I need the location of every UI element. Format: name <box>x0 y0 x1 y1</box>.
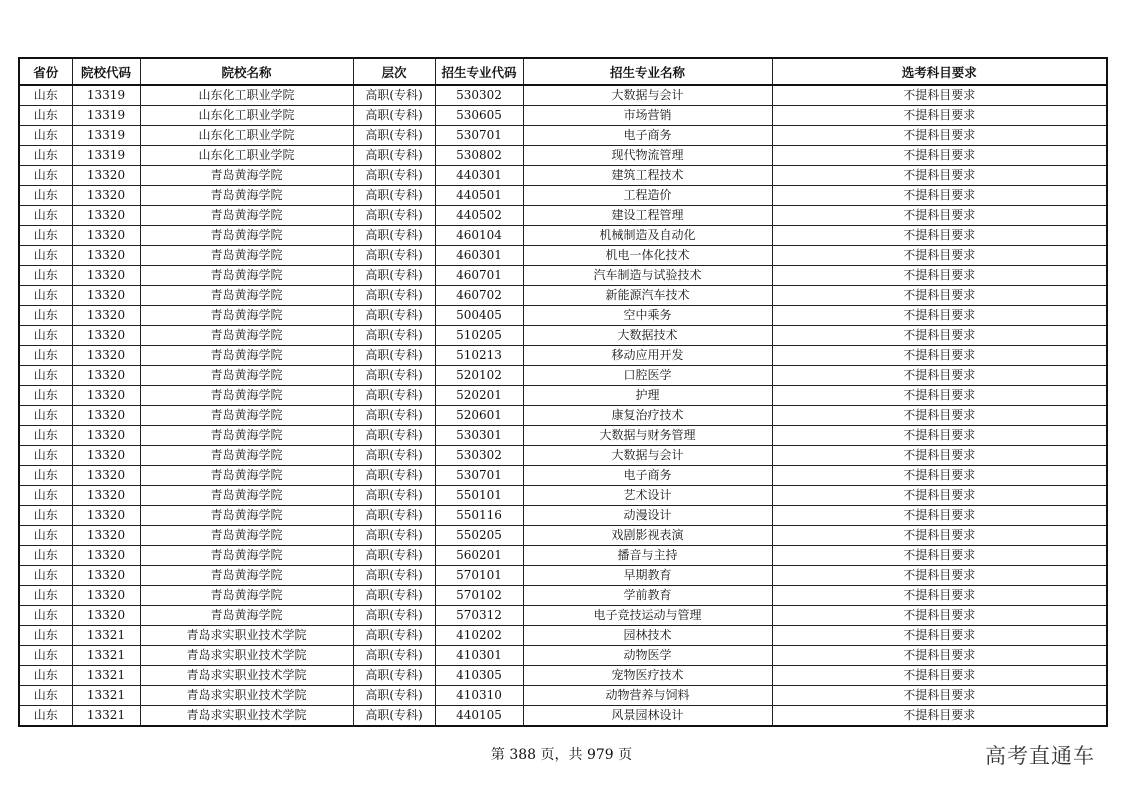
cell-major-name: 建筑工程技术 <box>523 166 772 186</box>
cell-major-name: 康复治疗技术 <box>523 406 772 426</box>
cell-major-code: 570102 <box>435 586 523 606</box>
cell-subject-requirement: 不提科目要求 <box>772 426 1107 446</box>
cell-province: 山东 <box>19 406 72 426</box>
cell-school-name: 青岛黄海学院 <box>140 266 353 286</box>
cell-major-code: 510205 <box>435 326 523 346</box>
cell-major-name: 工程造价 <box>523 186 772 206</box>
cell-level: 高职(专科) <box>353 486 435 506</box>
table-row <box>19 666 1107 686</box>
cell-school-name: 青岛黄海学院 <box>140 566 353 586</box>
cell-major-name: 戏剧影视表演 <box>523 526 772 546</box>
cell-school-name: 青岛求实职业技术学院 <box>140 646 353 666</box>
cell-school-name: 青岛黄海学院 <box>140 206 353 226</box>
cell-school-code: 13320 <box>72 386 140 406</box>
cell-school-code: 13320 <box>72 326 140 346</box>
header-level: 层次 <box>353 58 435 85</box>
cell-level: 高职(专科) <box>353 666 435 686</box>
cell-level: 高职(专科) <box>353 386 435 406</box>
table-row <box>19 646 1107 666</box>
table-row <box>19 226 1107 246</box>
cell-school-name: 青岛黄海学院 <box>140 506 353 526</box>
cell-subject-requirement: 不提科目要求 <box>772 546 1107 566</box>
cell-school-name: 青岛黄海学院 <box>140 386 353 406</box>
cell-major-code: 460702 <box>435 286 523 306</box>
cell-subject-requirement: 不提科目要求 <box>772 606 1107 626</box>
table-row <box>19 146 1107 166</box>
cell-major-code: 510213 <box>435 346 523 366</box>
cell-level: 高职(专科) <box>353 126 435 146</box>
cell-province: 山东 <box>19 286 72 306</box>
cell-level: 高职(专科) <box>353 85 435 106</box>
header-school-code: 院校代码 <box>72 58 140 85</box>
cell-school-code: 13320 <box>72 566 140 586</box>
table-body <box>19 85 1107 726</box>
cell-subject-requirement: 不提科目要求 <box>772 646 1107 666</box>
cell-province: 山东 <box>19 686 72 706</box>
cell-school-code: 13320 <box>72 546 140 566</box>
table-row <box>19 106 1107 126</box>
cell-major-code: 520102 <box>435 366 523 386</box>
cell-major-name: 新能源汽车技术 <box>523 286 772 306</box>
table-row <box>19 506 1107 526</box>
cell-major-code: 550116 <box>435 506 523 526</box>
cell-school-name: 青岛黄海学院 <box>140 426 353 446</box>
cell-school-name: 山东化工职业学院 <box>140 126 353 146</box>
cell-province: 山东 <box>19 246 72 266</box>
cell-province: 山东 <box>19 166 72 186</box>
cell-school-name: 青岛黄海学院 <box>140 486 353 506</box>
cell-major-code: 410301 <box>435 646 523 666</box>
cell-subject-requirement: 不提科目要求 <box>772 85 1107 106</box>
cell-school-code: 13320 <box>72 606 140 626</box>
cell-subject-requirement: 不提科目要求 <box>772 306 1107 326</box>
table-row <box>19 586 1107 606</box>
cell-school-name: 山东化工职业学院 <box>140 106 353 126</box>
table-row <box>19 166 1107 186</box>
cell-major-name: 汽车制造与试验技术 <box>523 266 772 286</box>
cell-subject-requirement: 不提科目要求 <box>772 126 1107 146</box>
cell-school-name: 青岛黄海学院 <box>140 606 353 626</box>
cell-school-code: 13320 <box>72 406 140 426</box>
cell-major-name: 动物医学 <box>523 646 772 666</box>
table-row <box>19 566 1107 586</box>
table-row <box>19 426 1107 446</box>
table-row <box>19 446 1107 466</box>
cell-school-name: 青岛黄海学院 <box>140 406 353 426</box>
cell-province: 山东 <box>19 506 72 526</box>
cell-school-name: 青岛黄海学院 <box>140 286 353 306</box>
cell-subject-requirement: 不提科目要求 <box>772 146 1107 166</box>
cell-level: 高职(专科) <box>353 246 435 266</box>
cell-province: 山东 <box>19 346 72 366</box>
cell-level: 高职(专科) <box>353 566 435 586</box>
cell-major-name: 宠物医疗技术 <box>523 666 772 686</box>
cell-school-code: 13319 <box>72 146 140 166</box>
table-row <box>19 686 1107 706</box>
cell-major-code: 520201 <box>435 386 523 406</box>
cell-school-code: 13321 <box>72 706 140 727</box>
cell-major-name: 电子商务 <box>523 126 772 146</box>
cell-school-code: 13321 <box>72 646 140 666</box>
cell-level: 高职(专科) <box>353 286 435 306</box>
cell-major-code: 530701 <box>435 466 523 486</box>
cell-major-code: 530301 <box>435 426 523 446</box>
cell-major-name: 电子竞技运动与管理 <box>523 606 772 626</box>
cell-level: 高职(专科) <box>353 686 435 706</box>
cell-major-name: 建设工程管理 <box>523 206 772 226</box>
cell-subject-requirement: 不提科目要求 <box>772 626 1107 646</box>
cell-subject-requirement: 不提科目要求 <box>772 286 1107 306</box>
header-major-code: 招生专业代码 <box>435 58 523 85</box>
cell-subject-requirement: 不提科目要求 <box>772 466 1107 486</box>
cell-subject-requirement: 不提科目要求 <box>772 386 1107 406</box>
cell-province: 山东 <box>19 206 72 226</box>
cell-school-code: 13320 <box>72 506 140 526</box>
cell-major-code: 440301 <box>435 166 523 186</box>
cell-school-code: 13320 <box>72 586 140 606</box>
cell-level: 高职(专科) <box>353 426 435 446</box>
cell-province: 山东 <box>19 526 72 546</box>
header-province: 省份 <box>19 58 72 85</box>
cell-school-name: 青岛黄海学院 <box>140 306 353 326</box>
cell-major-name: 风景园林设计 <box>523 706 772 727</box>
cell-level: 高职(专科) <box>353 706 435 727</box>
page-number: 第 388 页，共 979 页 <box>490 747 633 763</box>
cell-major-name: 园林技术 <box>523 626 772 646</box>
cell-major-name: 市场营销 <box>523 106 772 126</box>
cell-school-code: 13321 <box>72 666 140 686</box>
watermark: 高考直通车 <box>985 744 1095 768</box>
cell-level: 高职(专科) <box>353 346 435 366</box>
cell-major-code: 530802 <box>435 146 523 166</box>
cell-level: 高职(专科) <box>353 266 435 286</box>
table-row <box>19 606 1107 626</box>
cell-major-name: 艺术设计 <box>523 486 772 506</box>
cell-major-code: 410202 <box>435 626 523 646</box>
cell-level: 高职(专科) <box>353 326 435 346</box>
cell-school-name: 青岛黄海学院 <box>140 246 353 266</box>
cell-subject-requirement: 不提科目要求 <box>772 246 1107 266</box>
cell-subject-requirement: 不提科目要求 <box>772 566 1107 586</box>
cell-school-name: 青岛黄海学院 <box>140 446 353 466</box>
table-row <box>19 326 1107 346</box>
cell-province: 山东 <box>19 546 72 566</box>
table-row <box>19 626 1107 646</box>
cell-school-code: 13320 <box>72 246 140 266</box>
cell-major-name: 护理 <box>523 386 772 406</box>
table-row <box>19 546 1107 566</box>
cell-major-name: 口腔医学 <box>523 366 772 386</box>
cell-subject-requirement: 不提科目要求 <box>772 526 1107 546</box>
cell-subject-requirement: 不提科目要求 <box>772 666 1107 686</box>
cell-province: 山东 <box>19 126 72 146</box>
cell-level: 高职(专科) <box>353 546 435 566</box>
cell-school-code: 13319 <box>72 106 140 126</box>
cell-school-name: 青岛求实职业技术学院 <box>140 706 353 727</box>
cell-school-code: 13321 <box>72 686 140 706</box>
cell-major-name: 机电一体化技术 <box>523 246 772 266</box>
table-row <box>19 85 1107 106</box>
cell-school-code: 13320 <box>72 426 140 446</box>
table-row <box>19 346 1107 366</box>
cell-school-name: 青岛黄海学院 <box>140 366 353 386</box>
cell-school-name: 青岛黄海学院 <box>140 466 353 486</box>
cell-school-code: 13320 <box>72 166 140 186</box>
cell-major-code: 410305 <box>435 666 523 686</box>
cell-major-name: 早期教育 <box>523 566 772 586</box>
cell-subject-requirement: 不提科目要求 <box>772 506 1107 526</box>
cell-school-name: 青岛黄海学院 <box>140 586 353 606</box>
cell-school-name: 青岛黄海学院 <box>140 186 353 206</box>
cell-school-name: 山东化工职业学院 <box>140 85 353 106</box>
cell-school-code: 13319 <box>72 85 140 106</box>
cell-school-name: 青岛黄海学院 <box>140 166 353 186</box>
cell-school-name: 山东化工职业学院 <box>140 146 353 166</box>
cell-subject-requirement: 不提科目要求 <box>772 346 1107 366</box>
cell-school-code: 13320 <box>72 206 140 226</box>
cell-province: 山东 <box>19 366 72 386</box>
table-row <box>19 526 1107 546</box>
cell-subject-requirement: 不提科目要求 <box>772 686 1107 706</box>
cell-school-name: 青岛黄海学院 <box>140 526 353 546</box>
cell-major-code: 530605 <box>435 106 523 126</box>
cell-school-code: 13320 <box>72 186 140 206</box>
cell-province: 山东 <box>19 386 72 406</box>
table-row <box>19 126 1107 146</box>
header-subject-requirement: 选考科目要求 <box>772 58 1107 85</box>
cell-major-code: 410310 <box>435 686 523 706</box>
cell-subject-requirement: 不提科目要求 <box>772 586 1107 606</box>
table-row <box>19 266 1107 286</box>
cell-major-name: 电子商务 <box>523 466 772 486</box>
cell-province: 山东 <box>19 85 72 106</box>
cell-major-code: 460701 <box>435 266 523 286</box>
cell-level: 高职(专科) <box>353 226 435 246</box>
cell-subject-requirement: 不提科目要求 <box>772 486 1107 506</box>
cell-level: 高职(专科) <box>353 506 435 526</box>
cell-school-name: 青岛黄海学院 <box>140 546 353 566</box>
table-row <box>19 486 1107 506</box>
cell-level: 高职(专科) <box>353 646 435 666</box>
cell-level: 高职(专科) <box>353 166 435 186</box>
cell-level: 高职(专科) <box>353 146 435 166</box>
cell-major-code: 520601 <box>435 406 523 426</box>
cell-province: 山东 <box>19 106 72 126</box>
cell-province: 山东 <box>19 606 72 626</box>
cell-province: 山东 <box>19 646 72 666</box>
table-row <box>19 186 1107 206</box>
cell-major-code: 530701 <box>435 126 523 146</box>
cell-major-code: 460104 <box>435 226 523 246</box>
cell-province: 山东 <box>19 426 72 446</box>
table-row <box>19 286 1107 306</box>
cell-school-code: 13321 <box>72 626 140 646</box>
cell-school-name: 青岛求实职业技术学院 <box>140 626 353 646</box>
cell-major-name: 学前教育 <box>523 586 772 606</box>
cell-subject-requirement: 不提科目要求 <box>772 106 1107 126</box>
cell-level: 高职(专科) <box>353 606 435 626</box>
cell-school-code: 13320 <box>72 306 140 326</box>
cell-subject-requirement: 不提科目要求 <box>772 366 1107 386</box>
cell-province: 山东 <box>19 226 72 246</box>
cell-province: 山东 <box>19 486 72 506</box>
cell-province: 山东 <box>19 666 72 686</box>
cell-level: 高职(专科) <box>353 406 435 426</box>
cell-major-name: 移动应用开发 <box>523 346 772 366</box>
cell-province: 山东 <box>19 626 72 646</box>
cell-school-code: 13320 <box>72 446 140 466</box>
cell-school-name: 青岛黄海学院 <box>140 346 353 366</box>
cell-major-code: 530302 <box>435 446 523 466</box>
cell-major-name: 空中乘务 <box>523 306 772 326</box>
cell-major-name: 现代物流管理 <box>523 146 772 166</box>
cell-level: 高职(专科) <box>353 526 435 546</box>
cell-major-name: 机械制造及自动化 <box>523 226 772 246</box>
cell-major-code: 440502 <box>435 206 523 226</box>
cell-province: 山东 <box>19 146 72 166</box>
cell-school-code: 13320 <box>72 266 140 286</box>
cell-level: 高职(专科) <box>353 206 435 226</box>
cell-school-name: 青岛黄海学院 <box>140 226 353 246</box>
cell-major-name: 大数据与财务管理 <box>523 426 772 446</box>
cell-major-code: 550101 <box>435 486 523 506</box>
cell-province: 山东 <box>19 446 72 466</box>
cell-major-code: 570101 <box>435 566 523 586</box>
cell-level: 高职(专科) <box>353 106 435 126</box>
cell-major-code: 550205 <box>435 526 523 546</box>
table-row <box>19 306 1107 326</box>
cell-major-name: 动物营养与饲料 <box>523 686 772 706</box>
cell-major-name: 播音与主持 <box>523 546 772 566</box>
cell-school-code: 13320 <box>72 366 140 386</box>
cell-level: 高职(专科) <box>353 586 435 606</box>
cell-subject-requirement: 不提科目要求 <box>772 266 1107 286</box>
table-row <box>19 466 1107 486</box>
table-row <box>19 706 1107 727</box>
table-row <box>19 206 1107 226</box>
cell-province: 山东 <box>19 466 72 486</box>
cell-major-code: 440501 <box>435 186 523 206</box>
cell-subject-requirement: 不提科目要求 <box>772 186 1107 206</box>
cell-school-code: 13320 <box>72 526 140 546</box>
table-row <box>19 246 1107 266</box>
cell-province: 山东 <box>19 306 72 326</box>
header-major-name: 招生专业名称 <box>523 58 772 85</box>
cell-major-code: 560201 <box>435 546 523 566</box>
cell-school-code: 13320 <box>72 286 140 306</box>
cell-level: 高职(专科) <box>353 306 435 326</box>
table-row <box>19 386 1107 406</box>
cell-major-code: 570312 <box>435 606 523 626</box>
cell-subject-requirement: 不提科目要求 <box>772 326 1107 346</box>
cell-subject-requirement: 不提科目要求 <box>772 406 1107 426</box>
table-header-row <box>19 58 1107 85</box>
cell-major-code: 500405 <box>435 306 523 326</box>
cell-school-code: 13319 <box>72 126 140 146</box>
table-row <box>19 366 1107 386</box>
cell-major-name: 大数据技术 <box>523 326 772 346</box>
cell-school-code: 13320 <box>72 486 140 506</box>
cell-school-code: 13320 <box>72 466 140 486</box>
cell-province: 山东 <box>19 706 72 727</box>
table-row <box>19 406 1107 426</box>
header-school-name: 院校名称 <box>140 58 353 85</box>
cell-subject-requirement: 不提科目要求 <box>772 446 1107 466</box>
cell-major-code: 530302 <box>435 85 523 106</box>
cell-province: 山东 <box>19 186 72 206</box>
cell-major-name: 大数据与会计 <box>523 85 772 106</box>
cell-level: 高职(专科) <box>353 466 435 486</box>
cell-subject-requirement: 不提科目要求 <box>772 166 1107 186</box>
admission-table <box>18 57 1108 727</box>
cell-major-code: 460301 <box>435 246 523 266</box>
cell-major-code: 440105 <box>435 706 523 727</box>
cell-subject-requirement: 不提科目要求 <box>772 226 1107 246</box>
cell-school-code: 13320 <box>72 226 140 246</box>
cell-school-name: 青岛求实职业技术学院 <box>140 666 353 686</box>
cell-level: 高职(专科) <box>353 446 435 466</box>
cell-level: 高职(专科) <box>353 626 435 646</box>
cell-province: 山东 <box>19 326 72 346</box>
cell-major-name: 大数据与会计 <box>523 446 772 466</box>
cell-level: 高职(专科) <box>353 366 435 386</box>
cell-major-name: 动漫设计 <box>523 506 772 526</box>
cell-school-name: 青岛黄海学院 <box>140 326 353 346</box>
cell-province: 山东 <box>19 586 72 606</box>
cell-province: 山东 <box>19 566 72 586</box>
cell-school-code: 13320 <box>72 346 140 366</box>
cell-subject-requirement: 不提科目要求 <box>772 206 1107 226</box>
cell-level: 高职(专科) <box>353 186 435 206</box>
cell-subject-requirement: 不提科目要求 <box>772 706 1107 727</box>
cell-province: 山东 <box>19 266 72 286</box>
cell-school-name: 青岛求实职业技术学院 <box>140 686 353 706</box>
